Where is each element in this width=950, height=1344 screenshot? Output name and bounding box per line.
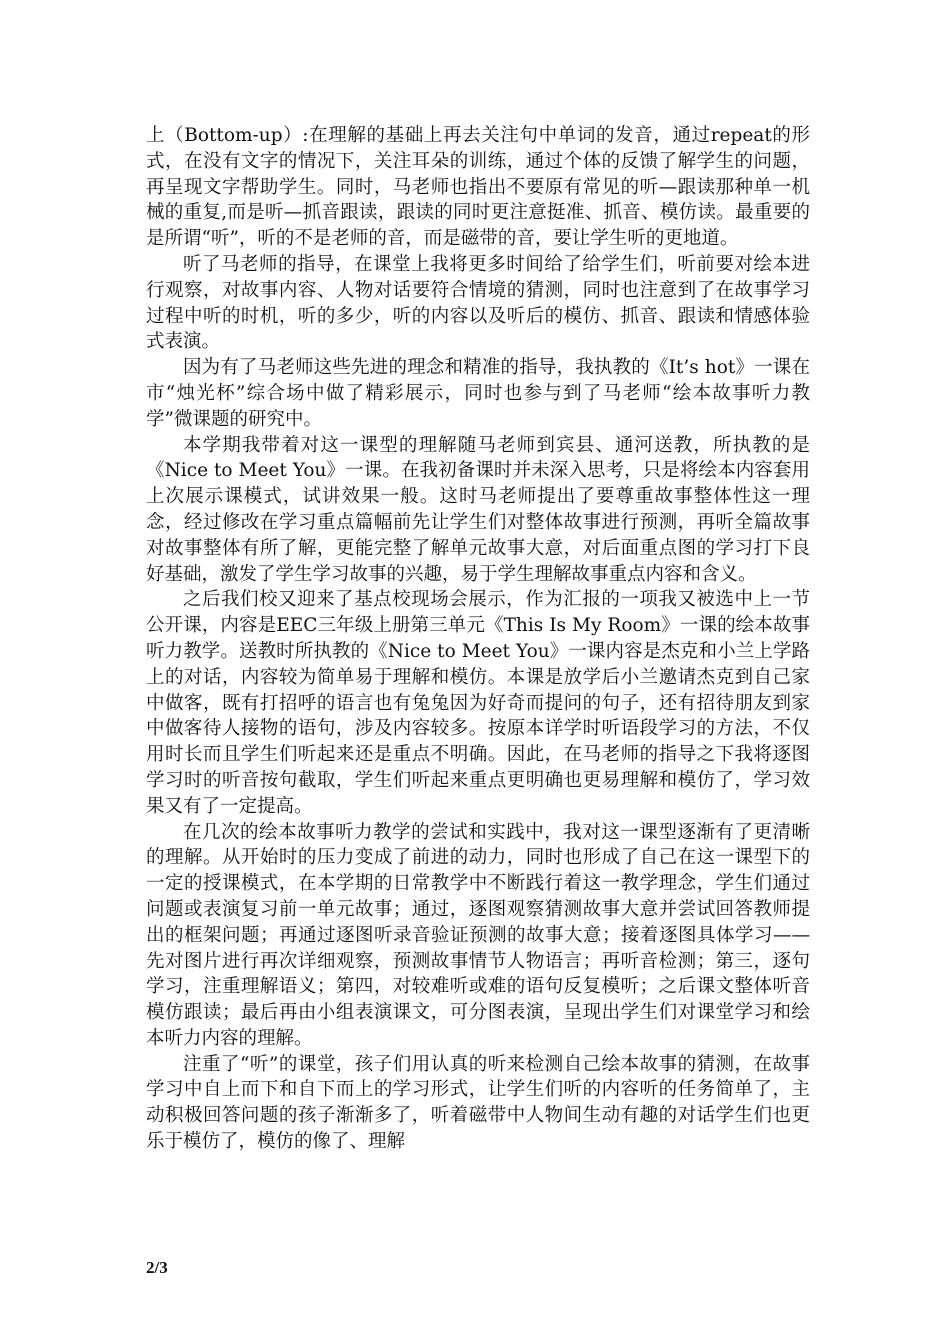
paragraph-5: 之后我们校又迎来了基点校现场会展示，作为汇报的一项我又被选中上一节公开课，内容是EEC三年级上册第三单元《This Is My Room》一课的绘本故事听力教学。送教时所执教的《Nice to Meet You》一课内容是杰克和小兰上学路上的对话，内容较为简单易于理解和模仿。本课是放学后小兰邀请杰克到自己家中做客，既有打招呼的语言也有兔兔因为好奇而提问的句子，还有招待朋友到家中做客待人接物的语句，涉及内容较多。按原本详学时听语段学习的方法，不仅用时长而且学生们听起来还是重点不明确。因此，在马老师的指导之下我将逐图学习时的听音按句截取，学生们听起来重点更明确也更易理解和模仿了，学习效果又有了一定提高。 [146,589,810,817]
paragraph-1: 上（Bottom-up）:在理解的基础上再去关注句中单词的发音，通过repeat的形式，在没有文字的情况下，关注耳朵的训练，通过个体的反馈了解学生的问题，再呈现文字帮助学生。同时，马老师也指出不要原有常见的听—跟读那种单一机械的重复,而是听—抓音跟读，跟读的同时更注意挺准、抓音、模仿读。最重要的是所谓“听”，听的不是老师的音，而是磁带的音，要让学生听的更地道。 [146,125,810,250]
paragraph-7: 注重了“听”的课堂，孩子们用认真的听来检测自己绘本故事的猜测，在故事学习中自上而下和自下而上的学习形式，让学生们听的内容听的任务简单了，主动积极回答问题的孩子渐渐多了，听着磁带中人物间生动有趣的对话学生们也更乐于模仿了，模仿的像了、理解 [146,1053,810,1153]
paragraph-4: 本学期我带着对这一课型的理解随马老师到宾县、通河送教，所执教的是《Nice to Meet You》一课。在我初备课时并未深入思考，只是将绘本内容套用上次展示课模式，试讲效果一般。这时马老师提出了要尊重故事整体性这一理念，经过修改在学习重点篇幅前先让学生们对整体故事进行预测，再听全篇故事对故事整体有所了解，更能完整了解单元故事大意，对后面重点图的学习打下良好基础，激发了学生学习故事的兴趣，易于学生理解故事重点内容和含义。 [146,434,810,585]
page-number-separator: / [154,1258,160,1277]
page-number-total: 3 [159,1258,168,1277]
page-number [146,1258,168,1278]
paragraph-6: 在几次的绘本故事听力教学的尝试和实践中，我对这一课型逐渐有了更清晰的理解。从开始时的压力变成了前进的动力，同时也形成了自己在这一课型下的一定的授课模式，在本学期的日常教学中不断践行着这一教学理念，学生们通过问题或表演复习前一单元故事；通过，逐图观察猜测故事大意并尝试回答教师提出的框架问题；再通过逐图听录音验证预测的故事大意；接着逐图具体学习——先对图片进行再次详细观察，预测故事情节人物语言；再听音检测；第三，逐句学习，注重理解语义；第四，对较难听或难的语句反复模听；之后课文整体听音模仿跟读；最后再由小组表演课文，可分图表演，呈现出学生们对课堂学习和绘本听力内容的理解。 [146,821,810,1049]
document-body [146,123,810,1155]
paragraph-2: 听了马老师的指导，在课堂上我将更多时间给了给学生们，听前要对绘本进行观察，对故事内容、人物对话要符合情境的猜测，同时也注意到了在故事学习过程中听的时机，听的多少，听的内容以及听后的模仿、抓音、跟读和情感体验式表演。 [146,253,810,353]
page-number-current: 2 [146,1258,155,1277]
paragraph-3: 因为有了马老师这些先进的理念和精准的指导，我执教的《It’s hot》一课在市“烛光杯”综合场中做了精彩展示，同时也参与到了马老师“绘本故事听力教学”微课题的研究中。 [146,357,810,430]
